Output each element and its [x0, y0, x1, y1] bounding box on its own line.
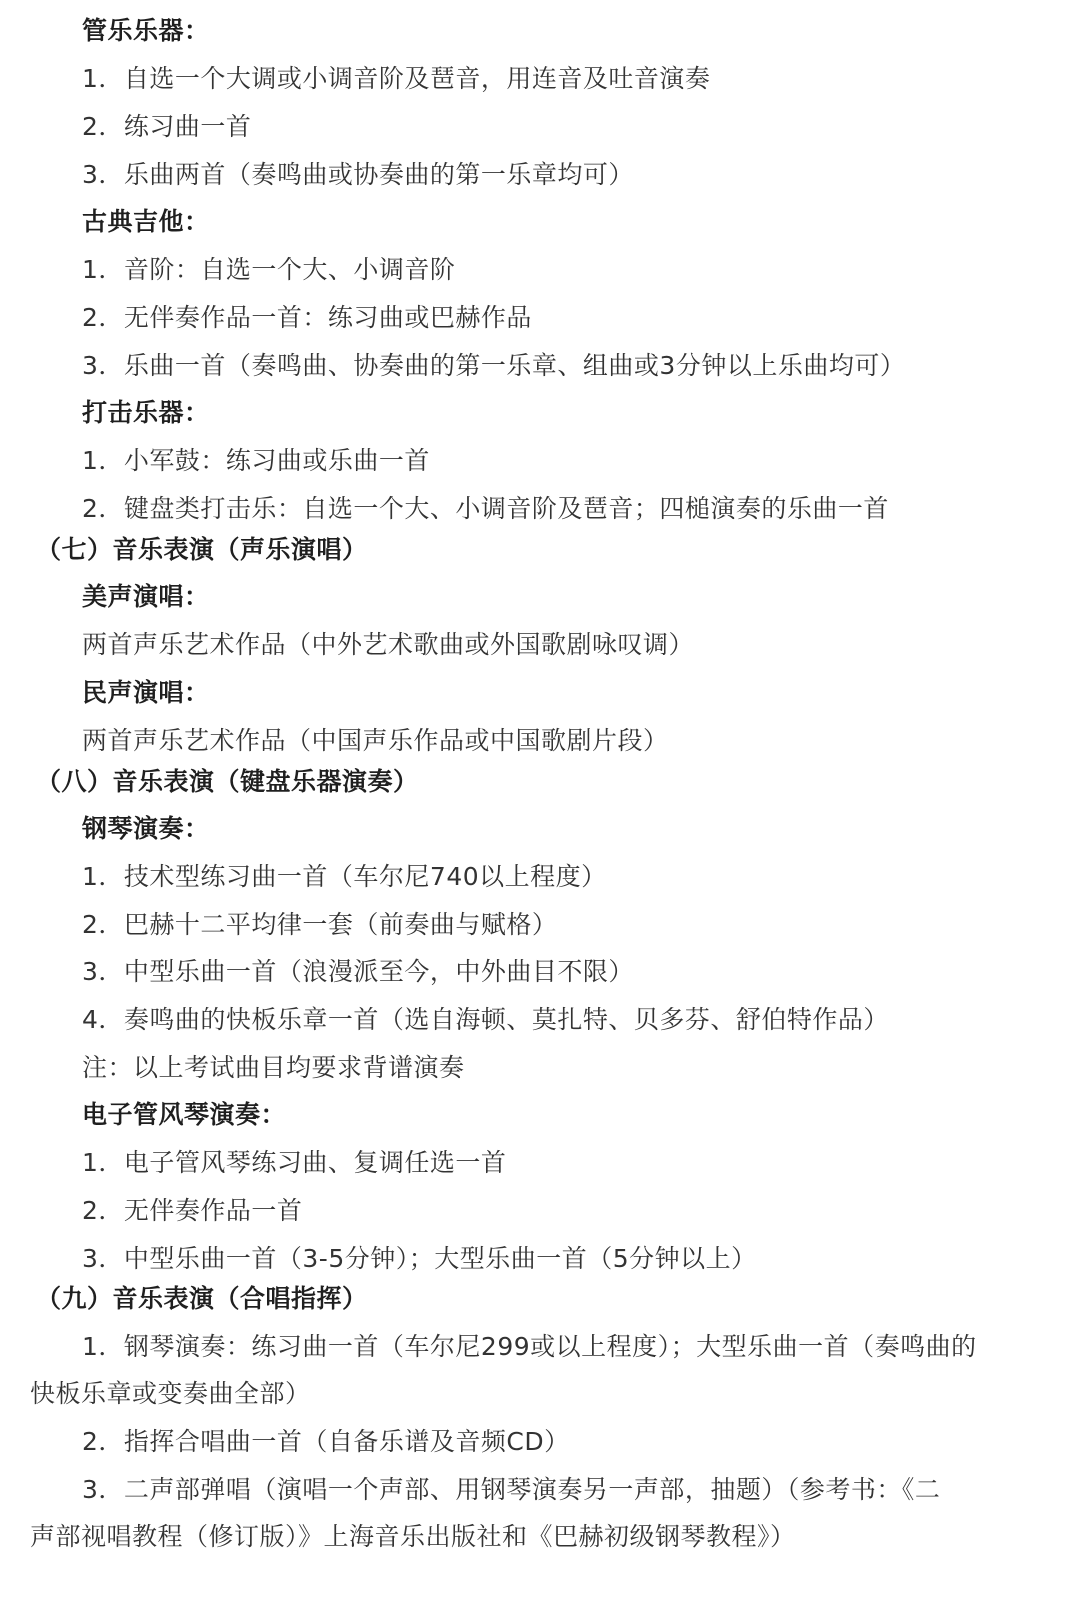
heading-wind-instruments: 管乐乐器： — [82, 16, 210, 45]
list-item: 2．练习曲一首 — [82, 112, 252, 141]
heading-piano: 钢琴演奏： — [82, 814, 210, 843]
list-item: 2．无伴奏作品一首 — [82, 1196, 303, 1225]
list-item: 1．自选一个大调或小调音阶及琶音，用连音及吐音演奏 — [82, 64, 711, 93]
list-item: 1．技术型练习曲一首（车尔尼740以上程度） — [82, 862, 607, 891]
section-title-7: （七）音乐表演（声乐演唱） — [36, 535, 368, 564]
list-item: 2．巴赫十二平均律一套（前奏曲与赋格） — [82, 910, 558, 939]
list-item-continuation: 快板乐章或变奏曲全部） — [30, 1379, 311, 1408]
list-item: 3．乐曲两首（奏鸣曲或协奏曲的第一乐章均可） — [82, 160, 634, 189]
list-item: 1．音阶：自选一个大、小调音阶 — [82, 255, 456, 284]
list-item: 3．二声部弹唱（演唱一个声部、用钢琴演奏另一声部，抽题）（参考书：《二 — [82, 1475, 941, 1504]
note-text: 注：以上考试曲目均要求背谱演奏 — [82, 1053, 465, 1082]
section-title-9: （九）音乐表演（合唱指挥） — [36, 1284, 368, 1313]
list-item: 1．钢琴演奏：练习曲一首（车尔尼299或以上程度）；大型乐曲一首（奏鸣曲的 — [82, 1332, 977, 1361]
list-item: 3．中型乐曲一首（3-5分钟）；大型乐曲一首（5分钟以上） — [82, 1244, 757, 1273]
list-item: 2．无伴奏作品一首：练习曲或巴赫作品 — [82, 303, 532, 332]
list-item: 3．中型乐曲一首（浪漫派至今，中外曲目不限） — [82, 957, 634, 986]
heading-percussion: 打击乐器： — [82, 398, 210, 427]
list-item: 2．指挥合唱曲一首（自备乐谱及音频CD） — [82, 1427, 570, 1456]
heading-folk-singing: 民声演唱： — [82, 678, 210, 707]
list-item: 1．电子管风琴练习曲、复调任选一首 — [82, 1148, 507, 1177]
list-item: 3．乐曲一首（奏鸣曲、协奏曲的第一乐章、组曲或3分钟以上乐曲均可） — [82, 351, 906, 380]
list-item: 2．键盘类打击乐：自选一个大、小调音阶及琶音；四槌演奏的乐曲一首 — [82, 494, 889, 523]
heading-classical-guitar: 古典吉他： — [82, 207, 210, 236]
heading-electronic-organ: 电子管风琴演奏： — [82, 1100, 287, 1129]
heading-bel-canto: 美声演唱： — [82, 582, 210, 611]
list-item: 两首声乐艺术作品（中国声乐作品或中国歌剧片段） — [82, 726, 669, 755]
list-item: 4．奏鸣曲的快板乐章一首（选自海顿、莫扎特、贝多芬、舒伯特作品） — [82, 1005, 889, 1034]
list-item-continuation: 声部视唱教程（修订版）》上海音乐出版社和《巴赫初级钢琴教程》） — [30, 1522, 796, 1551]
section-title-8: （八）音乐表演（键盘乐器演奏） — [36, 767, 419, 796]
list-item: 两首声乐艺术作品（中外艺术歌曲或外国歌剧咏叹调） — [82, 630, 695, 659]
list-item: 1．小军鼓：练习曲或乐曲一首 — [82, 446, 430, 475]
